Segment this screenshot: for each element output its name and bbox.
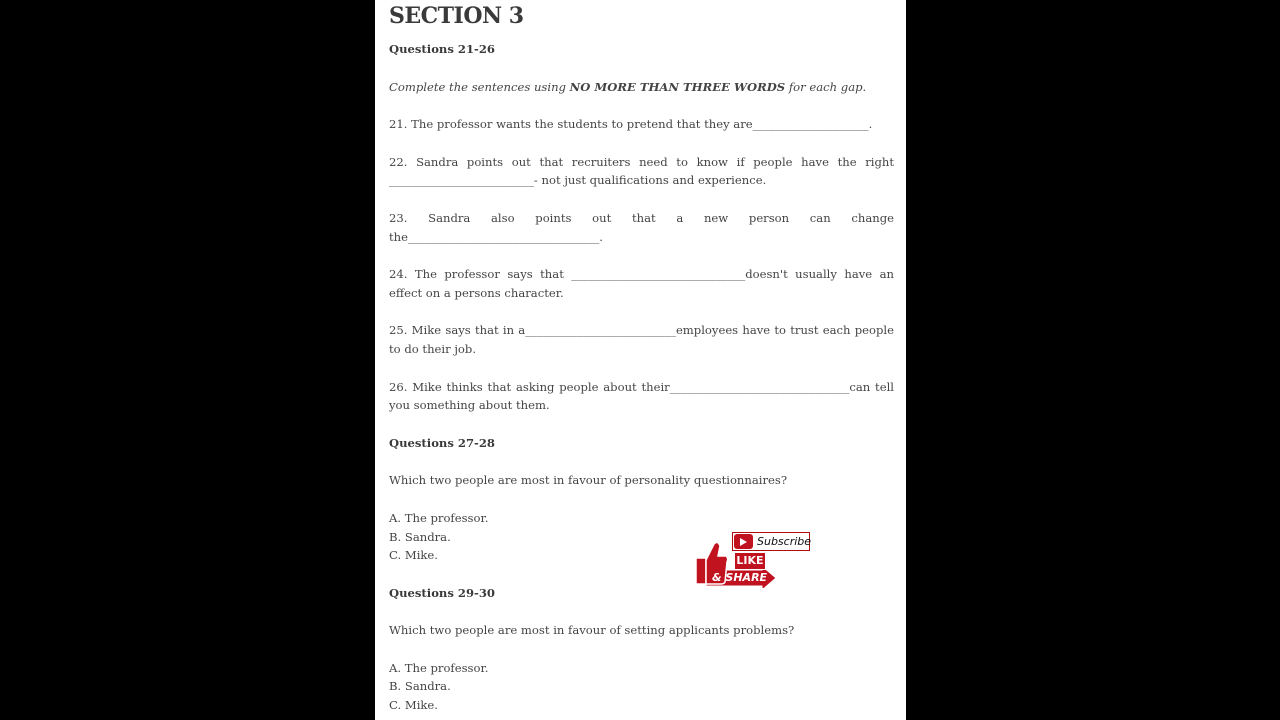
option-b: B. Sandra. xyxy=(389,679,451,694)
share-label: & SHARE xyxy=(712,571,768,584)
option-a: A. The professor. xyxy=(389,660,489,675)
question-23-text: 23. Sandra also points out that a new person can change the xyxy=(389,210,894,244)
question-21-text: 21. The professor wants the students to pretend that they are xyxy=(389,117,753,132)
question-29-30-text: Which two people are most in favour of setting applicants problems? xyxy=(389,623,795,638)
question-26 xyxy=(389,378,894,415)
question-26-text: 26. Mike thinks that asking people about their xyxy=(389,379,670,394)
subscribe-button[interactable] xyxy=(732,532,810,551)
question-29-30-options xyxy=(389,659,894,715)
questions-21-26-heading: Questions 21-26 xyxy=(389,42,495,56)
question-21 xyxy=(389,115,894,134)
subscribe-like-share-badge[interactable] xyxy=(692,530,814,592)
questions-29-30-heading: Questions 29-30 xyxy=(389,585,495,600)
document-content xyxy=(389,0,894,720)
like-label: LIKE xyxy=(734,552,766,570)
instruction xyxy=(389,78,894,97)
question-25 xyxy=(389,321,894,358)
youtube-play-icon xyxy=(734,534,753,549)
option-c: C. Mike. xyxy=(389,548,438,563)
question-24-text: 24. The professor says that xyxy=(389,267,572,282)
instruction-post: for each gap. xyxy=(785,79,867,94)
question-25-text: 25. Mike says that in a xyxy=(389,323,526,338)
question-25-gap: __________________________ xyxy=(525,323,676,338)
question-22-text: 22. Sandra points out that recruiters need to know if people have the right xyxy=(389,154,894,169)
option-a: A. The professor. xyxy=(389,510,489,525)
question-22-gap: _________________________ xyxy=(389,173,534,188)
question-23 xyxy=(389,209,894,246)
question-24-gap: ______________________________ xyxy=(571,267,746,282)
option-c: C. Mike. xyxy=(389,698,438,713)
question-27-28-options xyxy=(389,509,894,565)
question-23-gap: _________________________________. xyxy=(408,229,603,244)
question-25-rest: employees have to trust each people to do their job. xyxy=(389,323,894,356)
section-title: SECTION 3 xyxy=(389,3,524,29)
subscribe-label: Subscribe xyxy=(757,535,812,548)
instruction-bold: NO MORE THAN THREE WORDS xyxy=(569,79,786,94)
option-b: B. Sandra. xyxy=(389,529,451,544)
question-21-gap: ____________________. xyxy=(752,117,873,132)
question-22 xyxy=(389,153,894,190)
instruction-pre: Complete the sentences using xyxy=(389,79,570,94)
question-24 xyxy=(389,265,894,302)
document-page xyxy=(375,0,906,720)
question-22-rest: - not just qualifications and experience. xyxy=(533,173,767,188)
question-26-gap: _______________________________ xyxy=(669,379,850,394)
question-27-28-text: Which two people are most in favour of personality questionnaires? xyxy=(389,473,788,488)
question-26-rest: can tell you something about them. xyxy=(389,379,894,413)
questions-27-28-heading: Questions 27-28 xyxy=(389,435,495,450)
question-24-rest: doesn't usually have an effect on a persons character. xyxy=(389,267,894,300)
